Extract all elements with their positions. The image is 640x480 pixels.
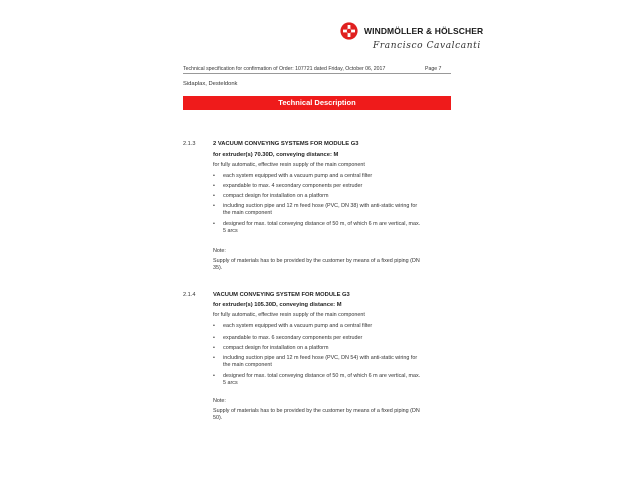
header-divider: [183, 73, 451, 74]
note-text: Supply of materials has to be provided by the customer by means of a fixed piping (DN 35).: [213, 258, 420, 271]
bullet-icon: •: [213, 335, 215, 341]
bullet-icon: •: [213, 221, 215, 227]
bullet-icon: •: [213, 323, 215, 329]
note-label: Note:: [213, 398, 226, 404]
section-banner: Technical Description: [183, 96, 451, 110]
note-text: Supply of materials has to be provided by the customer by means of a fixed piping (DN 50).: [213, 408, 420, 421]
bullet-icon: •: [213, 183, 215, 189]
section-intro: for fully automatic, effective resin supply of the main component: [213, 312, 365, 318]
bullet-icon: •: [213, 203, 215, 209]
section-subtitle: for extruder(s) 105.30D, conveying distance: M: [213, 302, 342, 308]
location-text: Sidaplax, Desteldonk: [183, 81, 238, 87]
section-title: VACUUM CONVEYING SYSTEM FOR MODULE G3: [213, 292, 350, 298]
bullet-icon: •: [213, 355, 215, 361]
section-number: 2.1.4: [183, 292, 196, 298]
section-subtitle: for extruder(s) 70.30D, conveying distance: M: [213, 152, 339, 158]
section-intro: for fully automatic, effective resin supply of the main component: [213, 162, 365, 168]
note-label: Note:: [213, 248, 226, 254]
spec-header-line: Technical specification for confirmation of Order: 107721 dated Friday, October 06, 2017: [183, 66, 386, 72]
signature-text: Francisco Cavalcanti: [373, 41, 481, 51]
brand-name: WINDMÖLLER & HÖLSCHER: [364, 26, 484, 36]
bullet-icon: •: [213, 173, 215, 179]
bullet-icon: •: [213, 373, 215, 379]
bullet-icon: •: [213, 345, 215, 351]
section-title: 2 VACUUM CONVEYING SYSTEMS FOR MODULE G3: [213, 141, 359, 147]
section-number: 2.1.3: [183, 141, 196, 147]
page-number: Page 7: [425, 66, 442, 72]
company-logo-icon: [340, 22, 358, 40]
bullet-icon: •: [213, 193, 215, 199]
